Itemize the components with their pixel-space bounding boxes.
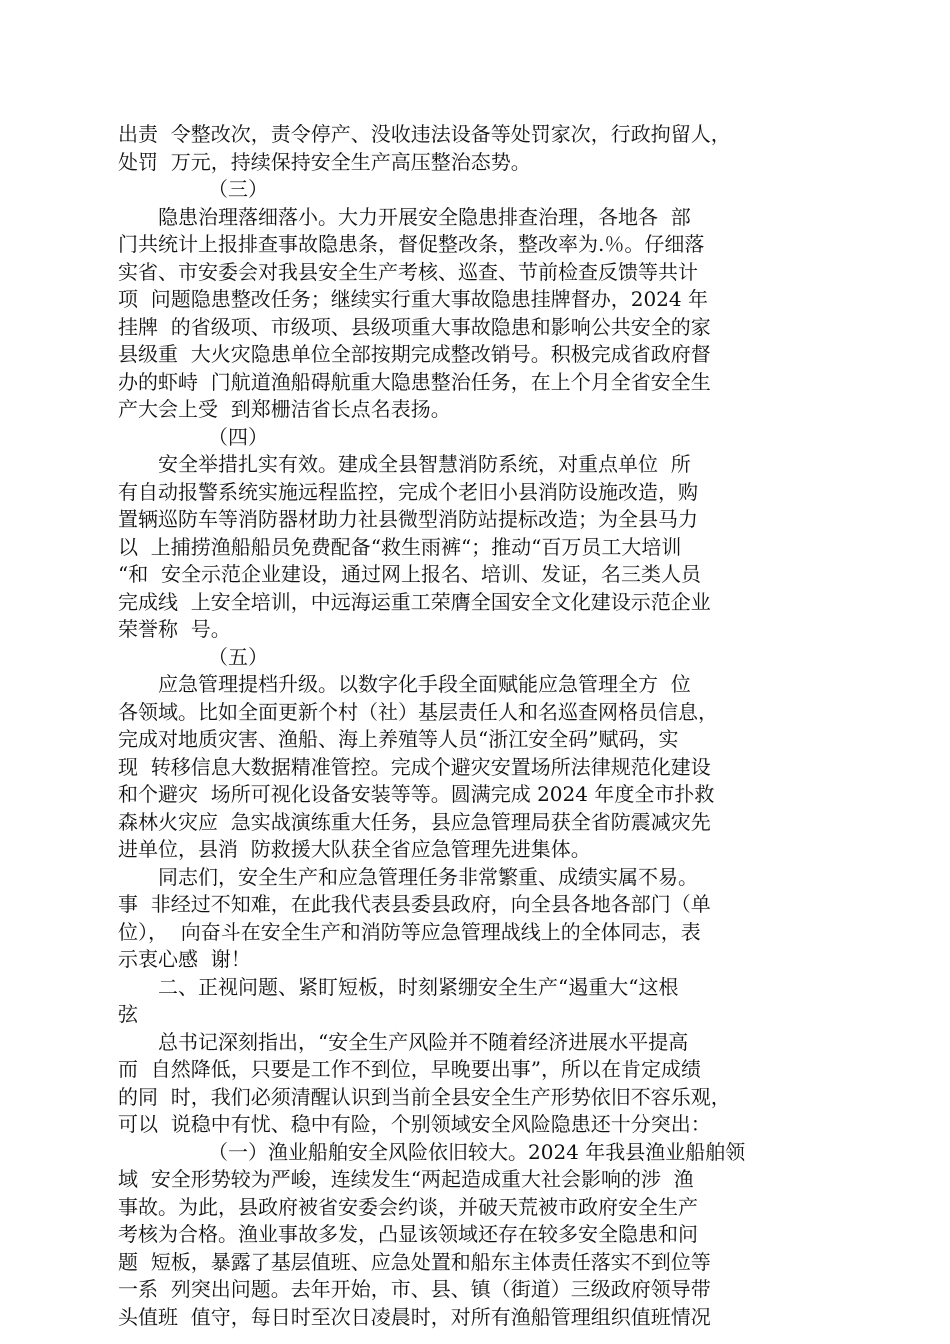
text-line: 事故。为此，县政府被省安委会约谈，并破天荒被市政府安全生产 (118, 1194, 698, 1219)
text-line: 的同 时，我们必须清醒认识到当前全县安全生产形势依旧不容乐观， (118, 1084, 731, 1109)
text-line: 安全举措扎实有效。建成全县智慧消防系统，对重点单位 所 (158, 452, 691, 476)
text-line: （一）渔业船舶安全风险依旧较大。2024 年我县渔业船舶领 (208, 1139, 746, 1164)
text-line: 考核为合格。渔业事故多发，凸显该领域还存在较多安全隐患和问 (118, 1222, 698, 1246)
text-line: 置辆巡防车等消防器材助力社县微型消防站提标改造；为全县马力 (118, 507, 698, 531)
text-line: 产大会上受 到郑栅洁省长点名表扬。 (118, 397, 451, 421)
text-line: 以 上捕捞渔船船员免费配备“救生雨裤“；推动“百万员工大培训 (118, 534, 682, 559)
text-line: 有自动报警系统实施远程监控，完成个老旧小县消防设施改造，购 (118, 479, 698, 504)
text-line: “和 安全示范企业建设，通过网上报名、培训、发证，名三类人员 (118, 562, 701, 586)
text-line: 项 问题隐患整改任务；继续实行重大事故隐患挂牌督办，2024 年 (118, 287, 708, 311)
text-line: 门共统计上报排查事故隐患条，督促整改条，整改率为.％。仔细落 (118, 232, 705, 256)
section-number: （三） (208, 177, 268, 201)
text-line: 题 短板，暴露了基层值班、应急处置和船东主体责任落实不到位等 (118, 1249, 711, 1274)
text-line: 示衷心感 谢！ (118, 947, 251, 971)
text-line: 现 转移信息大数据精准管控。完成个避灾安置场所法律规范化建设 (118, 754, 711, 779)
section-number: （五） (208, 644, 268, 669)
text-line: 森林火灾应 急实战演练重大任务，县应急管理局获全省防震减灾先 (118, 809, 711, 834)
text-line: 一系 列突出问题。去年开始，市、县、镇（街道）三级政府领导带 (118, 1277, 711, 1301)
text-line: 出责 令整改次，责令停产、没收违法设备等处罚家次，行政拘留人， (118, 122, 731, 146)
text-line: 同志们，安全生产和应急管理任务非常繁重、成绩实属不易。 (158, 864, 698, 889)
text-line: 完成线 上安全培训，中远海运重工荣膺全国安全文化建设示范企业 (118, 589, 711, 614)
text-line: 实省、市安委会对我县安全生产考核、巡查、节前检查反馈等共计 (118, 259, 698, 284)
text-line: 办的虾峙 门航道渔船碍航重大隐患整治任务，在上个月全省安全生 (118, 369, 711, 394)
text-line: 隐患治理落细落小。大力开展安全隐患排查治理，各地各 部 (158, 204, 691, 229)
text-line: 完成对地质灾害、渔船、海上养殖等人员“浙江安全码”赋码，实 (118, 727, 679, 751)
text-line: 处罚 万元，持续保持安全生产高压整治态势。 (118, 149, 531, 174)
document-body (118, 121, 808, 1331)
text-line: 而 自然降低，只要是工作不到位，早晚要出事”，所以在肯定成绩 (118, 1057, 701, 1081)
text-line: 挂牌 的省级项、市级项、县级项重大事故隐患和影响公共安全的家 (118, 314, 711, 339)
text-line: 县级重 大火灾隐患单位全部按期完成整改销号。积极完成省政府督 (118, 342, 711, 366)
text-line: 应急管理提档升级。以数字化手段全面赋能应急管理全方 位 (158, 672, 691, 696)
text-line: 各领域。比如全面更新个村（社）基层责任人和名巡查网格员信息， (118, 699, 718, 724)
section-number: （四） (208, 424, 268, 449)
text-line: 进单位，县消 防救援大队获全省应急管理先进集体。 (118, 837, 591, 861)
text-line: 事 非经过不知难，在此我代表县委县政府，向全县各地各部门（单 (118, 892, 711, 916)
text-line: 可以 说稳中有忧、稳中有险，个别领域安全风险隐患还十分突出： (118, 1112, 711, 1136)
text-line: 二、正视问题、紧盯短板，时刻紧绷安全生产“遏重大“这根 (158, 974, 679, 999)
text-line: 荣誉称 号。 (118, 617, 231, 641)
text-line: 头值班 值守，每日时至次日凌晨时，对所有渔船管理组织值班情况 (118, 1304, 711, 1329)
text-line: 和个避灾 场所可视化设备安装等等。圆满完成 2024 年度全市扑救 (118, 782, 715, 806)
text-line: 位）， 向奋斗在安全生产和消防等应急管理战线上的全体同志，表 (118, 919, 701, 944)
text-line: 域 安全形势较为严峻，连续发生“两起造成重大社会影响的涉 渔 (118, 1167, 694, 1191)
text-line: 弦 (118, 1002, 138, 1026)
text-line: 总书记深刻指出，“安全生产风险并不随着经济进展水平提高 (158, 1029, 689, 1054)
